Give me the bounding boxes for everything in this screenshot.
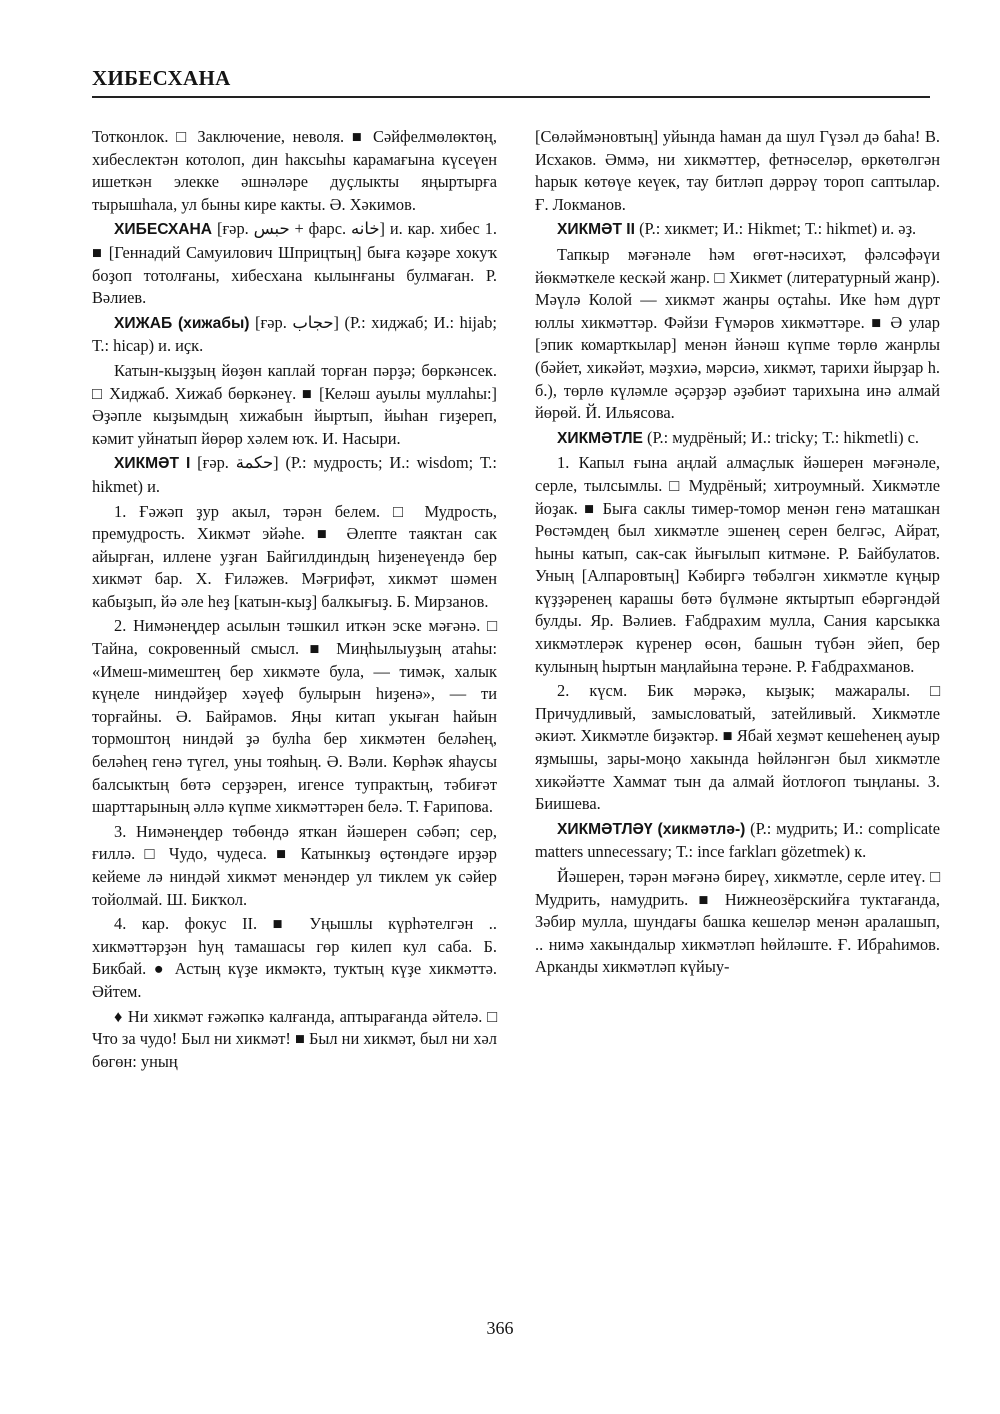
sense-1: 1. Ғәжәп ҙур акыл, тәрән белем. □ Мудрость, премудрость. Хикмәт эйәһе. ■ Әлепте таяктан сак айырған, иллене уҙған Байгилдиндың һиҙенеүендә бер хикмәт бар. Х. Ғиләжев. Мәғрифәт, хикмәт шәмен кабыҙып, йә әле һеҙ [катын-кыҙ] балкығыҙ. Б. Мирзанов. <box>92 501 497 611</box>
headword: ХИКМӘТЛӘҮ (хикмәтлә-) <box>557 820 746 838</box>
header-rule <box>92 96 930 98</box>
entry-body: (Р.: хикмет; И.: Hikmet; Т.: hikmet) и. әҙ. <box>639 219 917 239</box>
headword: ХИБЕСХАНА <box>114 221 213 239</box>
sense-4: 4. кар. фокус II. ■ Уңышлы күрһәтелгән .. хикмәттәрҙән һуң тамашасы гөр килеп кул саба. Б. Бикбай. ● Астың күҙе икмәктә, туктың күҙе хикмәттә. Әйтем. <box>92 914 497 1001</box>
entry-body: [ғәр. حجاب] (Р.: хиджаб; И.: hijab; Т.: hicap) и. иҫк. <box>92 312 497 356</box>
entry-body: [ғәр. حبس + фарс. خانه] и. кар. хибес 1. ■ [Геннадий Самуилович Шприцтың] быға кәҙәре хокуҡ боҙоп тотолғаны, хибесхана кылынғаны булмаған. Р. Вәлиев. <box>92 219 498 308</box>
left-column <box>92 126 497 1075</box>
headword: ХИКМӘТ I <box>114 455 191 473</box>
entry-body: (Р.: мудрить; И.: complicate matters unnecessary; Т.: ince farkları gözetmek) к. <box>535 818 940 862</box>
entry-hikmat-2 <box>535 218 940 242</box>
sense-1: 1. Капыл ғына аңлай алмаҫлык йәшерен мәғәнәле, серле, тылсымлы. □ Мудрёный; хитроумный. Хикмәтле йоҙак. ■ Быға саклы тимер-томор менән генә маташкан Рөстәмдең был хикмәтле эшенең серен белгәс, Айрат, һыны катып, сак-сак йығылып китмәне. Р. Байбулатов. Уның [Алпаровтың] Кәбиргә төбәлгән хикмәтле күңыр күҙҙәренең карашы бөтә бүлмәне яктыртып ебәргәндәй булды. Яр. Вәлиев. Ғабдрахим мулла, Сания карсыкка хикмәтлерәк күренер өсөн, башын түбән эйеп, бер кулының һыртын маңлайына терәне. Р. Ғабдрахманов. <box>535 453 940 676</box>
right-column <box>535 126 940 981</box>
entry-definition: Тапкыр мәғәнәле һәм өгөт-нәсихәт, фәлсәфәүи йөкмәткеле кескәй жанр. □ Хикмет (литературный жанр). Мәүлә Колой — хикмәт жанры оҫтаһы. Ике һәм дүрт юллы хикмәттәр. Фәйзи Ғүмәров хикмәттәре. ■ Ә улар [эпик комарткылар] менән йәнәш күпме төрлө жанрлы (бәйет, хикәйәт, мәҙхиә, мәрсиә, хикмәт, тарихи йырҙар һ. б.), төрлө күләмле әҫәрҙәр әҙәбиәт тарихына инә алмай йөрөй. Й. Ильясова. <box>535 244 940 423</box>
entry-hibeskhana <box>92 218 497 309</box>
entry-continuation: [Сөләймәновтың] уйында һаман да шул Гүзәл дә баһа! В. Исхаков. Әммә, ни хикмәттер, фетнәселәр, өркөтөлгән һарык көтөүе кеүек, тау битләп дәррәү тороп саптылар. Ғ. Локманов. <box>535 127 940 214</box>
entry-hikmatlau <box>535 818 940 864</box>
page-number: 366 <box>486 1318 514 1338</box>
entry-continuation: Тотконлок. □ Заключение, неволя. ■ Сәйфелмөлөктөң, хибеслектән котолоп, дин һаксыһы карамағына күсеүен ишеткән элекке әшнәләре дуҫлыкты яңыртырға тырышһала, ул быны кире какты. Ә. Хәкимов. <box>92 127 497 214</box>
entry-hikmat-1 <box>92 452 497 498</box>
entry-hikmatle <box>535 427 940 451</box>
entry-body: [ғәр. حكمة] (Р.: мудрость; И.: wisdom; Т.: hikmet) и. <box>92 453 497 496</box>
sense-3: 3. Нимәнеңдер төбөндә яткан йәшерен сәбәп; сер, ғиллә. □ Чудо, чудеса. ■ Катынкыҙ өҫтөндәге ирҙәр кейеме лә ниндәй хикмәт менәндер ул тиклем ук сәйер тойолмай. Ш. Бикҡол. <box>92 821 497 909</box>
idiom: ♦ Ни хикмәт ғәжәпкә калғанда, аптырағанда әйтелә. □ Что за чудо! Был ни хикмәт! ■ Был ни хикмәт, был ни хәл бөгөн: уның <box>92 1006 497 1071</box>
entry-definition: Катын-кыҙҙың йөҙөн каплай торған пәрҙә; бөркәнсек. □ Хиджаб. Хижаб бөркәнеү. ■ [Келәш ауылы муллаһы:] Әҙәпле кыҙымдың хижабын йыртып, йыһан гиҙереп, кәмит уйнатып йөрөр хәлем юҡ. И. Насыри. <box>92 360 497 448</box>
sense-2: 2. Нимәнеңдер асылын тәшкил иткән эске мәғәнә. □ Тайна, сокровенный смысл. ■ Миңһылыуҙың атаһы: «Имеш-мимештең бер хикмәте була, — тимәк, халык күңеле ниндәйҙер хәүеф булырын һиҙенә», — ти торғайны. Ә. Байрамов. Яңы китап укыған һайын тормоштоң ниндәй ҙә булһа бер хикмәтен беләһең, беләһең генә түгел, уны тояһың. Ә. Вәли. Көрһәк яһаусы балсыктың бөтә серҙәрен, игенсе тупрактың, тәбиғәт шарттарының әллә күпме хикмәттәрен белә. Т. Ғарипова. <box>92 616 497 817</box>
headword: ХИЖАБ (хижабы) <box>114 314 250 332</box>
page-header-title: ХИБЕСХАНА <box>92 66 231 90</box>
entry-definition: Йәшерен, тәрән мәғәнә биреү, хикмәтле, серле итеү. □ Мудрить, намудрить. ■ Нижнеозёрскийға туктағанда, Зәбир мулла, шундағы башка кешеләр менән аралашып, .. нимә хакындалыр хикмәтләп һөйләште. Ғ. Ибраһимов. Арканды хикмәтләп күйыу- <box>535 867 940 977</box>
entry-body: (Р.: мудрёный; И.: tricky; Т.: hikmetli) с. <box>647 427 920 447</box>
headword: ХИКМӘТЛЕ <box>557 429 643 447</box>
headword: ХИКМӘТ II <box>557 221 635 239</box>
sense-2: 2. күсм. Бик мәрәкә, кыҙык; мажаралы. □ Причудливый, замысловатый, затейливый. Хикмәтле әкиәт. Хикмәтле биҙәктәр. ■ Ябай хеҙмәт кешеһенең ауыр яҙмышы, зары-моңо хакында һөйләнгән был хикмәтле хикәйәтте Хаммат тын да алмай йотлоғоп тыңланы. З. Биишева. <box>535 681 940 814</box>
entry-hizhab <box>92 312 497 358</box>
